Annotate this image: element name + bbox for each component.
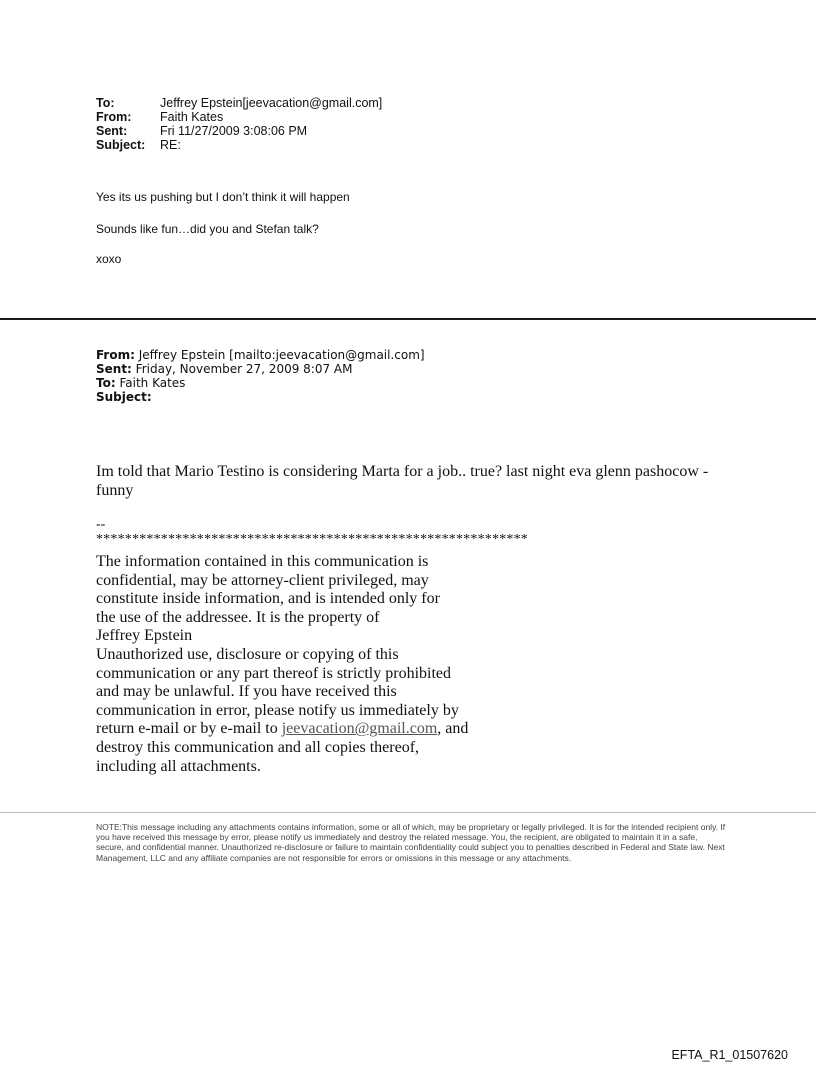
disclaimer-text: , and <box>437 720 469 738</box>
subject-value: RE: <box>160 138 181 152</box>
reply-line-3: xoxo <box>96 252 122 266</box>
sent-label: Sent: <box>96 124 128 138</box>
quoted-sent-value: Friday, November 27, 2009 8:07 AM <box>131 362 353 376</box>
to-label: To: <box>96 96 115 110</box>
asterisk-line: ************************************************************ <box>96 532 528 547</box>
email-link[interactable]: jeevacation@gmail.com <box>281 720 438 738</box>
header-from-row <box>96 110 223 124</box>
footer-note: NOTE:This message including any attachments contains information, some or all of which, may be proprietary or legally privileged. It is for the intended recipient only. If you have received this message by error, please notify us immediately and destroy the related message. You, the recipient, are obligated to maintain it in a safe, secure, and confidential manner. Unauthorized re-disclosure or failure to maintain confidentiality could subject you to penalties described in Federal and State law. Next Management, LLC and any affiliate companies are not responsible for errors or omissions in this message or any attachments. <box>96 822 726 863</box>
quoted-message: Im told that Mario Testino is considering Marta for a job.. true? last night eva glenn pashocow - funny <box>96 463 709 499</box>
disclaimer-line <box>96 720 516 739</box>
sent-value: Fri 11/27/2009 3:08:06 PM <box>160 124 308 138</box>
signature-separator: -- <box>96 517 106 532</box>
disclaimer <box>96 553 516 776</box>
quoted-sent-label: Sent: <box>96 362 132 376</box>
disclaimer-line: confidential, may be attorney-client privileged, may <box>96 571 429 589</box>
subject-label: Subject: <box>96 138 146 152</box>
quoted-subject-label: Subject: <box>96 390 152 404</box>
footer-rule <box>0 812 816 813</box>
disclaimer-line: Unauthorized use, disclosure or copying of this <box>96 645 399 663</box>
disclaimer-line: including all attachments. <box>96 757 261 775</box>
header-to-row <box>96 96 382 110</box>
reply-line-2: Sounds like fun…did you and Stefan talk? <box>96 222 319 236</box>
header-sent-row <box>96 124 307 138</box>
header-subject-row <box>96 138 181 152</box>
separator-rule <box>0 318 816 320</box>
from-value: Faith Kates <box>160 110 224 124</box>
disclaimer-line: destroy this communication and all copies thereof, <box>96 738 420 756</box>
quoted-to-row <box>96 376 185 390</box>
disclaimer-line: constitute inside information, and is intended only for <box>96 590 440 608</box>
disclaimer-line: communication or any part thereof is strictly prohibited <box>96 664 452 682</box>
from-label: From: <box>96 110 132 124</box>
disclaimer-line: The information contained in this communication is <box>96 553 429 570</box>
quoted-from-row <box>96 348 425 362</box>
reply-line-1: Yes its us pushing but I don’t think it will happen <box>96 190 350 204</box>
quoted-from-label: From: <box>96 348 135 362</box>
quoted-to-value: Faith Kates <box>115 376 186 390</box>
disclaimer-text: return e-mail or by e-mail to <box>96 720 282 738</box>
to-value: Jeffrey Epstein[jeevacation@gmail.com] <box>160 96 383 110</box>
disclaimer-line: communication in error, please notify us immediately by <box>96 701 459 719</box>
disclaimer-line: and may be unlawful. If you have received this <box>96 683 397 701</box>
disclaimer-line: the use of the addressee. It is the property of <box>96 608 380 626</box>
quoted-sent-row <box>96 362 353 376</box>
quoted-from-value: Jeffrey Epstein [mailto:jeevacation@gmail.com] <box>134 348 425 362</box>
quoted-subject-row <box>96 390 152 404</box>
document-id: EFTA_R1_01507620 <box>671 1048 788 1062</box>
disclaimer-line: Jeffrey Epstein <box>96 627 193 645</box>
quoted-to-label: To: <box>96 376 116 390</box>
